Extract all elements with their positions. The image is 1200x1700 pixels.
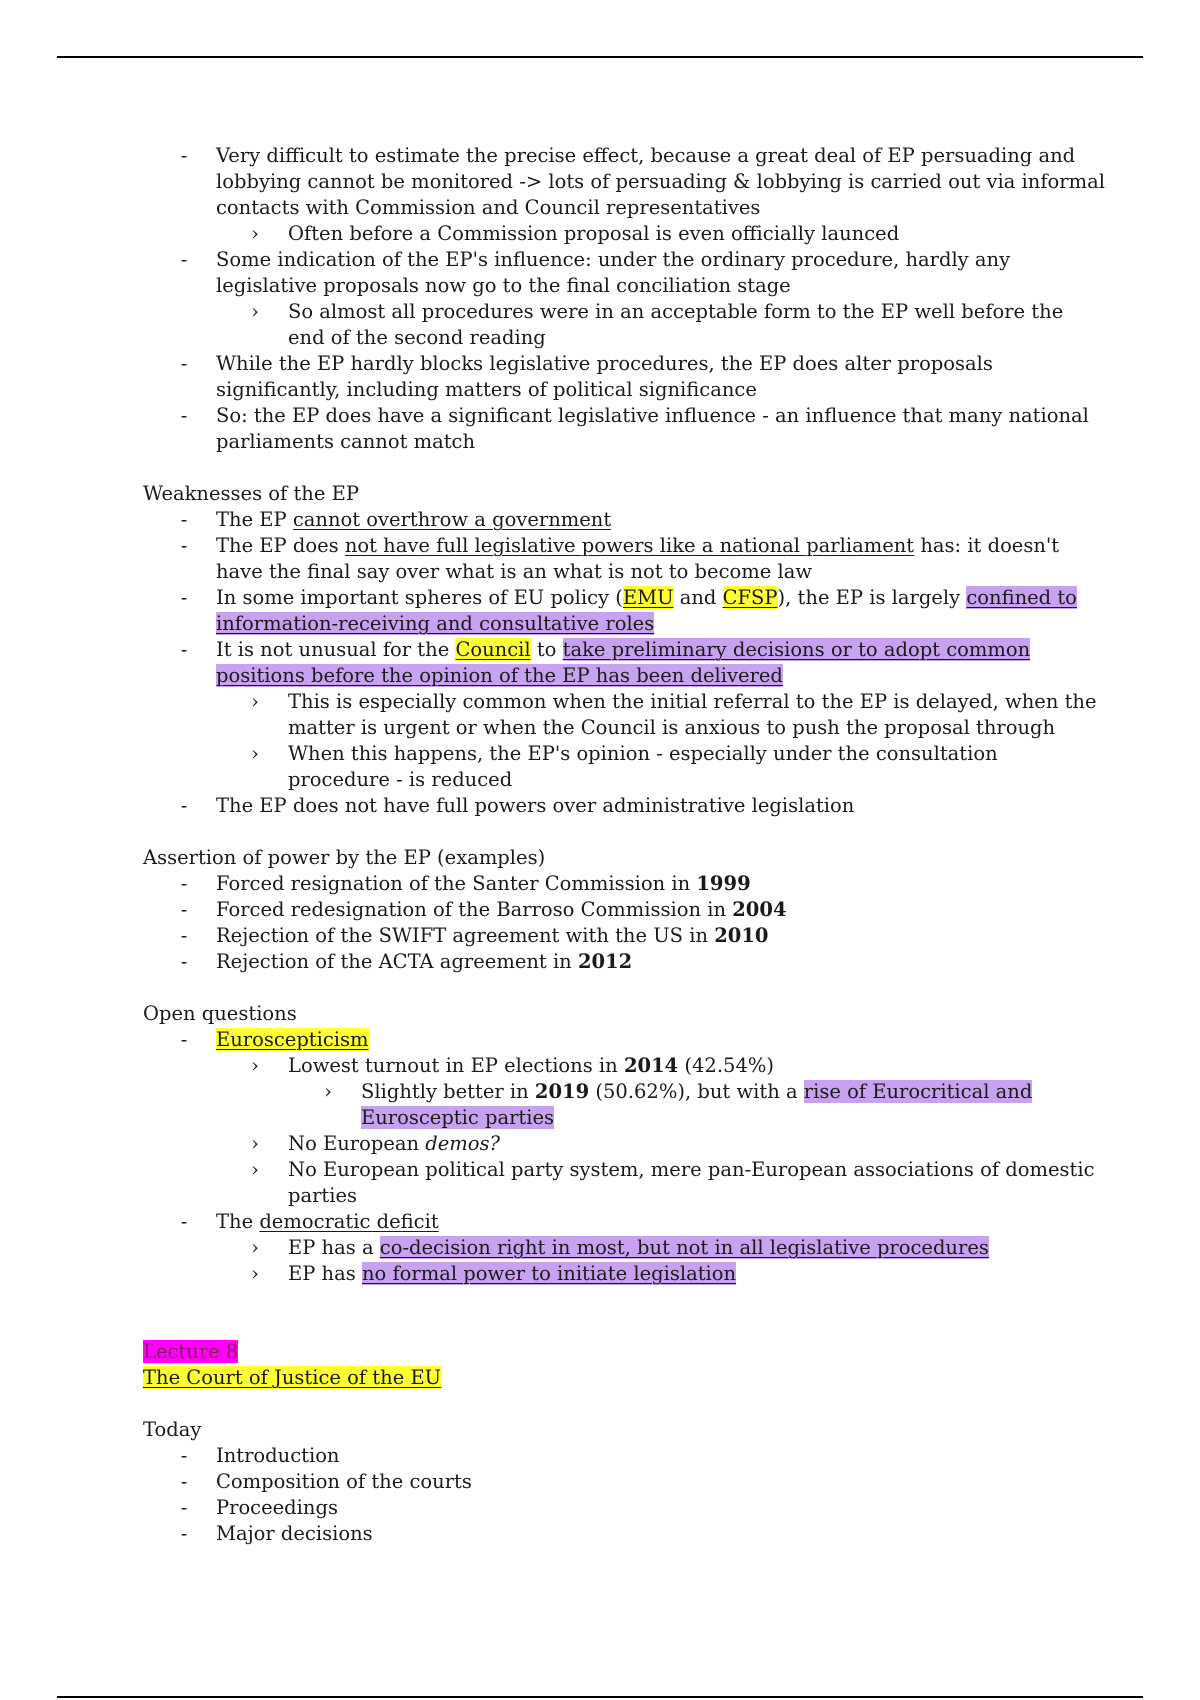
dash-bullet-icon: - — [180, 872, 188, 895]
blank-line — [0, 819, 1200, 845]
line-text — [216, 533, 1059, 559]
list-item — [0, 325, 1200, 351]
text-run: not have full legislative powers like a national parliament — [344, 534, 915, 557]
text-run: legislative proposals now go to the final conciliation stage — [216, 274, 791, 297]
text-run: Slightly better in — [361, 1080, 535, 1103]
list-item — [0, 1469, 1200, 1495]
chevron-bullet-icon: › — [251, 1054, 259, 1077]
line-text — [288, 715, 1055, 741]
list-item — [0, 507, 1200, 533]
list-item — [0, 559, 1200, 585]
text-run: (50.62%), but with a — [589, 1080, 804, 1103]
dash-bullet-icon: - — [180, 1028, 188, 1051]
line-text — [216, 793, 854, 819]
line-text — [288, 299, 1063, 325]
list-item — [0, 611, 1200, 637]
list-item — [0, 1235, 1200, 1261]
document-body — [0, 143, 1200, 1547]
line-text — [361, 1079, 1032, 1105]
chevron-bullet-icon: › — [251, 690, 259, 713]
list-item — [0, 741, 1200, 767]
top-rule — [57, 56, 1143, 58]
text-run: parliaments cannot match — [216, 430, 476, 453]
list-item — [0, 1183, 1200, 1209]
line-text — [288, 1053, 774, 1079]
text-run: The EP does — [216, 534, 345, 557]
chevron-bullet-icon: › — [251, 742, 259, 765]
text-run: Today — [143, 1418, 202, 1441]
line-text — [288, 767, 512, 793]
list-item — [0, 793, 1200, 819]
list-item — [0, 1209, 1200, 1235]
text-run: lobbying cannot be monitored -> lots of persuading & lobbying is carried out via informal — [216, 170, 1105, 193]
highlighted-text: EMU — [622, 586, 674, 609]
list-item — [0, 897, 1200, 923]
text-run: contacts with Commission and Council representatives — [216, 196, 761, 219]
blank-line — [0, 455, 1200, 481]
highlighted-text: Lecture 8 — [143, 1340, 239, 1363]
list-item — [0, 767, 1200, 793]
dash-bullet-icon: - — [180, 352, 188, 375]
chevron-bullet-icon: › — [324, 1080, 332, 1103]
line-text — [216, 429, 475, 455]
blank-line — [0, 1391, 1200, 1417]
line-text — [288, 1183, 357, 1209]
list-item — [0, 169, 1200, 195]
highlighted-text: positions before the opinion of the EP has been delivered — [216, 664, 783, 687]
text-run: EP has — [288, 1262, 362, 1285]
line-text — [143, 1001, 297, 1027]
line-text — [216, 1443, 340, 1469]
line-text — [143, 1365, 441, 1391]
text-run: significantly, including matters of political significance — [216, 378, 757, 401]
text-run: In some important spheres of EU policy ( — [216, 586, 623, 609]
text-run: have the final say over what is an what is not to become law — [216, 560, 813, 583]
dash-bullet-icon: - — [180, 1210, 188, 1233]
line-text — [216, 1209, 439, 1235]
highlighted-text: Euroscepticism — [216, 1028, 369, 1051]
highlighted-text: no formal power to initiate legislation — [361, 1262, 737, 1285]
text-run: 2010 — [714, 924, 769, 947]
line-text — [216, 949, 632, 975]
text-run: procedure - is reduced — [288, 768, 513, 791]
line-text — [288, 1131, 500, 1157]
line-text — [288, 1235, 989, 1261]
text-run: So: the EP does have a significant legislative influence - an influence that many national — [216, 404, 1089, 427]
line-text — [216, 1469, 472, 1495]
text-run: Rejection of the ACTA agreement in — [216, 950, 578, 973]
highlighted-text: information-receiving and consultative roles — [216, 612, 655, 635]
line-text — [216, 1495, 338, 1521]
text-run: This is especially common when the initial referral to the EP is delayed, when the — [288, 690, 1097, 713]
text-run: and — [673, 586, 723, 609]
highlighted-text: The Court of Justice of the EU — [143, 1366, 442, 1389]
list-item — [0, 403, 1200, 429]
chevron-bullet-icon: › — [251, 222, 259, 245]
highlighted-text: take preliminary decisions or to adopt common — [562, 638, 1031, 661]
list-item — [0, 299, 1200, 325]
text-run: Some indication of the EP's influence: under the ordinary procedure, hardly any — [216, 248, 1011, 271]
chevron-bullet-icon: › — [251, 1132, 259, 1155]
list-item — [0, 1053, 1200, 1079]
line-text — [216, 247, 1010, 273]
line-text — [361, 1105, 554, 1131]
list-item — [0, 273, 1200, 299]
list-item — [0, 195, 1200, 221]
line-text — [143, 1339, 238, 1365]
text-run: No European political party system, mere pan-European associations of domestic — [288, 1158, 1095, 1181]
text-run: ), the EP is largely — [777, 586, 967, 609]
dash-bullet-icon: - — [180, 924, 188, 947]
line-text — [288, 741, 998, 767]
section-heading — [0, 1365, 1200, 1391]
line-text — [216, 1027, 369, 1053]
dash-bullet-icon: - — [180, 1444, 188, 1467]
line-text — [216, 923, 768, 949]
text-run: Weaknesses of the EP — [143, 482, 359, 505]
list-item — [0, 871, 1200, 897]
list-item — [0, 1131, 1200, 1157]
list-item — [0, 221, 1200, 247]
text-run: to — [530, 638, 563, 661]
highlighted-text: rise of Eurocritical and — [803, 1080, 1033, 1103]
section-heading — [0, 1417, 1200, 1443]
dash-bullet-icon: - — [180, 508, 188, 531]
text-run: Major decisions — [216, 1522, 373, 1545]
line-text — [143, 481, 359, 507]
list-item — [0, 949, 1200, 975]
list-item — [0, 351, 1200, 377]
text-run: When this happens, the EP's opinion - especially under the consultation — [288, 742, 998, 765]
text-run: 2019 — [534, 1080, 590, 1103]
text-run: It is not unusual for the — [216, 638, 456, 661]
line-text — [216, 377, 757, 403]
line-text — [216, 507, 611, 533]
line-text — [288, 1157, 1095, 1183]
line-text — [216, 559, 812, 585]
text-run: 2004 — [732, 898, 787, 921]
list-item — [0, 377, 1200, 403]
chevron-bullet-icon: › — [251, 300, 259, 323]
line-text — [216, 663, 783, 689]
dash-bullet-icon: - — [180, 248, 188, 271]
dash-bullet-icon: - — [180, 404, 188, 427]
blank-line — [0, 1287, 1200, 1313]
blank-line — [0, 975, 1200, 1001]
highlighted-text: CFSP — [722, 586, 778, 609]
text-run: cannot overthrow a government — [292, 508, 612, 531]
dash-bullet-icon: - — [180, 950, 188, 973]
text-run: Lowest turnout in EP elections in — [288, 1054, 624, 1077]
text-run: (42.54%) — [678, 1054, 774, 1077]
section-heading — [0, 1001, 1200, 1027]
line-text — [216, 871, 751, 897]
text-run: Very difficult to estimate the precise effect, because a great deal of EP persuading and — [216, 144, 1076, 167]
list-item — [0, 1261, 1200, 1287]
text-run: Proceedings — [216, 1496, 338, 1519]
list-item — [0, 1495, 1200, 1521]
list-item — [0, 533, 1200, 559]
line-text — [143, 845, 545, 871]
text-run: demos? — [425, 1132, 500, 1155]
text-run: 2012 — [577, 950, 633, 973]
line-text — [216, 897, 787, 923]
chevron-bullet-icon: › — [251, 1158, 259, 1181]
text-run: matter is urgent or when the Council is anxious to push the proposal through — [288, 716, 1056, 739]
text-run: Rejection of the SWIFT agreement with the US in — [216, 924, 715, 947]
text-run: Assertion of power by the EP (examples) — [143, 846, 546, 869]
text-run: democratic deficit — [259, 1210, 439, 1233]
text-run: 1999 — [696, 872, 751, 895]
highlighted-text: Eurosceptic parties — [361, 1106, 555, 1129]
list-item — [0, 663, 1200, 689]
list-item — [0, 143, 1200, 169]
line-text — [288, 689, 1097, 715]
bottom-rule — [57, 1696, 1143, 1698]
line-text — [216, 1521, 373, 1547]
list-item — [0, 585, 1200, 611]
text-run: So almost all procedures were in an acceptable form to the EP well before the — [288, 300, 1064, 323]
highlighted-text: co-decision right in most, but not in all legislative procedures — [379, 1236, 989, 1259]
text-run: 2014 — [623, 1054, 679, 1077]
dash-bullet-icon: - — [180, 794, 188, 817]
list-item — [0, 715, 1200, 741]
line-text — [216, 637, 1030, 663]
text-run: The EP does not have full powers over administrative legislation — [216, 794, 855, 817]
section-heading — [0, 845, 1200, 871]
list-item — [0, 923, 1200, 949]
dash-bullet-icon: - — [180, 1470, 188, 1493]
text-run: has: it doesn't — [914, 534, 1060, 557]
text-run: EP has a — [288, 1236, 380, 1259]
blank-line — [0, 1313, 1200, 1339]
highlighted-text: confined to — [966, 586, 1077, 609]
text-run: Forced resignation of the Santer Commission in — [216, 872, 697, 895]
list-item — [0, 1079, 1200, 1105]
line-text — [216, 611, 654, 637]
text-run: The — [216, 1210, 260, 1233]
list-item — [0, 1027, 1200, 1053]
text-run: While the EP hardly blocks legislative procedures, the EP does alter proposals — [216, 352, 993, 375]
highlighted-text: Council — [455, 638, 531, 661]
text-run: end of the second reading — [288, 326, 546, 349]
line-text — [216, 351, 993, 377]
section-heading — [0, 481, 1200, 507]
line-text — [288, 1261, 736, 1287]
list-item — [0, 1157, 1200, 1183]
text-run: No European — [288, 1132, 426, 1155]
chevron-bullet-icon: › — [251, 1236, 259, 1259]
dash-bullet-icon: - — [180, 1496, 188, 1519]
list-item — [0, 1105, 1200, 1131]
line-text — [216, 169, 1105, 195]
chevron-bullet-icon: › — [251, 1262, 259, 1285]
list-item — [0, 247, 1200, 273]
dash-bullet-icon: - — [180, 898, 188, 921]
list-item — [0, 429, 1200, 455]
text-run: The EP — [216, 508, 293, 531]
list-item — [0, 1443, 1200, 1469]
line-text — [216, 273, 791, 299]
text-run: Introduction — [216, 1444, 340, 1467]
dash-bullet-icon: - — [180, 144, 188, 167]
line-text — [143, 1417, 201, 1443]
dash-bullet-icon: - — [180, 1522, 188, 1545]
list-item — [0, 689, 1200, 715]
text-run: Open questions — [143, 1002, 297, 1025]
text-run: Composition of the courts — [216, 1470, 472, 1493]
section-heading — [0, 1339, 1200, 1365]
line-text — [216, 143, 1075, 169]
dash-bullet-icon: - — [180, 534, 188, 557]
line-text — [216, 195, 760, 221]
text-run: Forced redesignation of the Barroso Commission in — [216, 898, 733, 921]
list-item — [0, 637, 1200, 663]
line-text — [288, 221, 899, 247]
list-item — [0, 1521, 1200, 1547]
line-text — [288, 325, 546, 351]
dash-bullet-icon: - — [180, 638, 188, 661]
dash-bullet-icon: - — [180, 586, 188, 609]
line-text — [216, 403, 1089, 429]
text-run: Often before a Commission proposal is even officially launced — [288, 222, 900, 245]
line-text — [216, 585, 1077, 611]
text-run: parties — [288, 1184, 358, 1207]
